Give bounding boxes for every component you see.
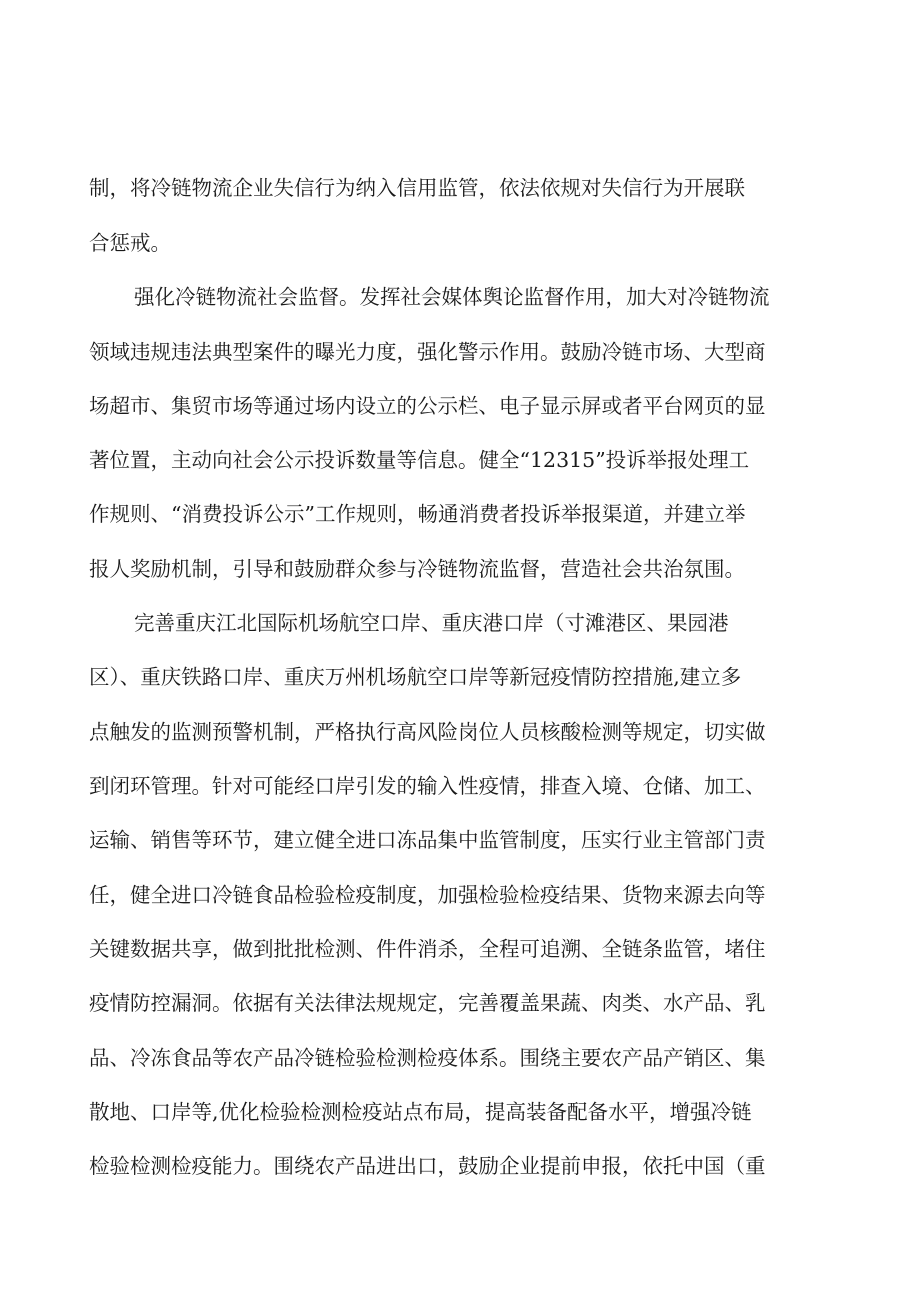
- paragraph-first-line: 完善重庆江北国际机场航空口岸、重庆港口岸（寸滩港区、果园港: [134, 611, 729, 635]
- text-line: 制，将冷链物流企业失信行为纳入信用监管，依法依规对失信行为开展联: [89, 176, 745, 200]
- text-line: 场超市、集贸市场等通过场内设立的公示栏、电子显示屏或者平台网页的显: [89, 394, 766, 418]
- text-line: 作规则、“消费投诉公示”工作规则，畅通消费者投诉举报渠道，并建立举: [89, 502, 746, 526]
- text-line: 检验检测检疫能力。围绕农产品进出口，鼓励企业提前申报，依托中国（重: [89, 1154, 766, 1178]
- text-line: 任，健全进口冷链食品检验检疫制度，加强检验检疫结果、货物来源去向等: [89, 883, 766, 907]
- text-line: 关键数据共享，做到批批检测、件件消杀，全程可追溯、全链条监管，堵住: [89, 937, 766, 961]
- paragraph-first-line: 强化冷链物流社会监督。发挥社会媒体舆论监督作用，加大对冷链物流: [134, 285, 770, 309]
- text-line: 合惩戒。: [89, 231, 171, 255]
- text-line: 散地、口岸等,优化检验检测检疫站点布局，提高装备配备水平，增强冷链: [89, 1100, 752, 1124]
- text-line: 运输、销售等环节，建立健全进口冻品集中监管制度，压实行业主管部门责: [89, 828, 766, 852]
- text-line: 著位置，主动向社会公示投诉数量等信息。健全“12315”投诉举报处理工: [89, 448, 750, 472]
- text-line: 疫情防控漏洞。依据有关法律法规规定，完善覆盖果蔬、肉类、水产品、乳: [89, 991, 766, 1015]
- text-line: 点触发的监测预警机制，严格执行高风险岗位人员核酸检测等规定，切实做: [89, 720, 766, 744]
- text-line: 品、冷冻食品等农产品冷链检验检测检疫体系。围绕主要农产品产销区、集: [89, 1046, 766, 1070]
- text-line: 报人奖励机制，引导和鼓励群众参与冷链物流监督，营造社会共治氛围。: [89, 557, 745, 581]
- text-line: 区）、重庆铁路口岸、重庆万州机场航空口岸等新冠疫情防控措施,建立多: [89, 665, 742, 689]
- text-line: 到闭环管理。针对可能经口岸引发的输入性疫情，排查入境、仓储、加工、: [89, 774, 766, 798]
- text-line: 领域违规违法典型案件的曝光力度，强化警示作用。鼓励冷链市场、大型商: [89, 340, 766, 364]
